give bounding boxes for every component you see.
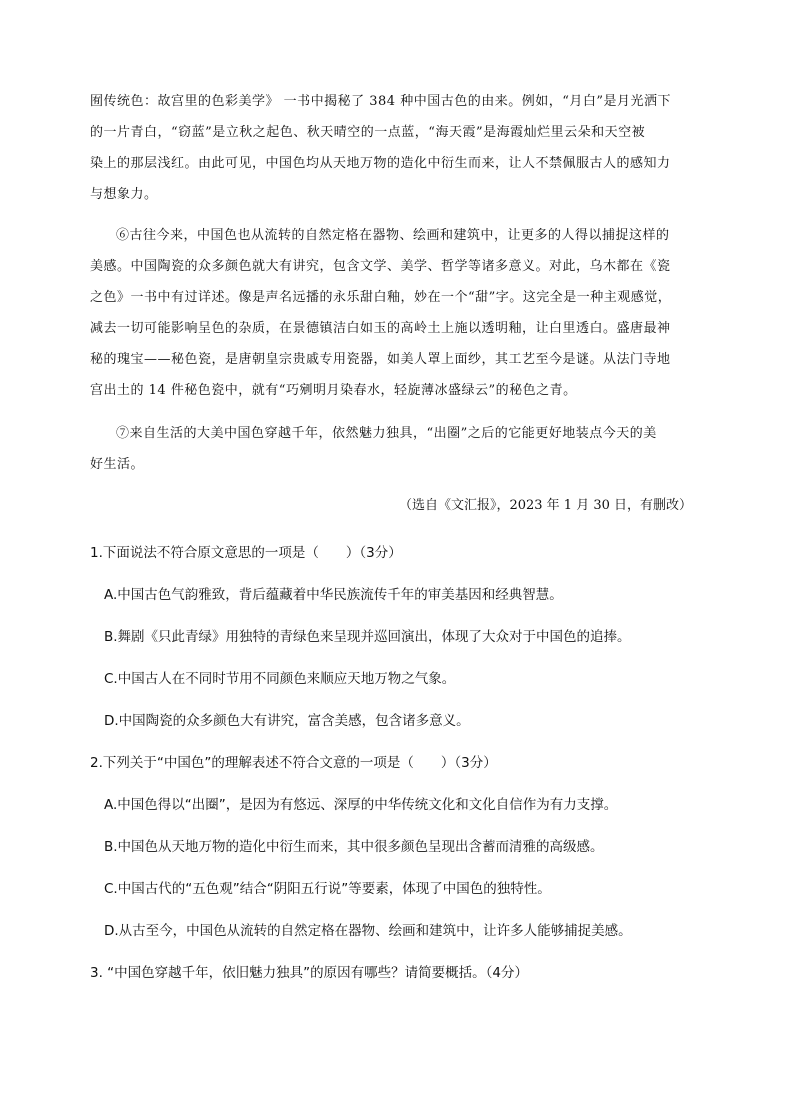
article-paragraph-5 xyxy=(90,86,696,210)
question-2-option-d: D.从古至今，中国色从流转的自然定格在器物、绘画和建筑中，让许多人能够捕捉美感。 xyxy=(104,923,632,939)
text-line: 好生活。 xyxy=(90,457,145,472)
text-line: 的一片青白，“窃蓝”是立秋之起色、秋天晴空的一点蓝，“海天霞”是海霞灿烂里云朵和天空被 xyxy=(90,125,646,140)
question-1-option-d: D.中国陶瓷的众多颜色大有讲究，富含美感，包含诸多意义。 xyxy=(104,713,470,729)
question-2-option-b: B.中国色从天地万物的造化中衍生而来，其中很多颜色呈现出含蓄而清雅的高级感。 xyxy=(104,839,604,855)
article-paragraph-7 xyxy=(90,418,696,480)
text-line: 秘的瑰宝——秘色瓷，是唐朝皇宗贵戚专用瓷器，如美人罩上面纱，其工艺至今是谜。从法门寺地 xyxy=(90,352,671,367)
question-1-option-b: B.舞剧《只此青绿》用独特的青绿色来呈现并巡回演出，体现了大众对于中国色的追捧。 xyxy=(104,629,631,645)
question-2-option-a: A.中国色得以“出圈”，是因为有悠远、深厚的中华传统文化和文化自信作为有力支撑。 xyxy=(104,797,618,813)
text-line: ⑦来自生活的大美中国色穿越千年，依然魅力独具，“出圈”之后的它能更好地装点今天的美 xyxy=(116,426,657,441)
question-3-stem: 3. “中国色穿越千年，依旧魅力独具”的原因有哪些？请简要概括。（4分） xyxy=(90,965,528,981)
article-paragraph-6 xyxy=(90,220,696,406)
text-line: ⑥古往今来，中国色也从流转的自然定格在器物、绘画和建筑中，让更多的人得以捕捉这样的 xyxy=(116,228,670,243)
article-source: （选自《文汇报》，2023 年 1 月 30 日，有删改） xyxy=(398,498,692,513)
text-line: 与想象力。 xyxy=(90,187,158,202)
question-2-stem: 2.下列关于“中国色”的理解表述不符合文意的一项是（ ）（3分） xyxy=(90,755,497,771)
text-line: 减去一切可能影响呈色的杂质，在景德镇洁白如玉的高岭土上施以透明釉，让白里透白。盛唐最神 xyxy=(90,321,671,336)
text-line: 染上的那层浅红。由此可见，中国色均从天地万物的造化中衍生而来，让人不禁佩服古人的感知力 xyxy=(90,156,671,171)
question-1-option-c: C.中国古人在不同时节用不同颜色来顺应天地万物之气象。 xyxy=(104,671,456,687)
question-2-option-c: C.中国古代的“五色观”结合“阴阳五行说”等要素，体现了中国色的独特性。 xyxy=(104,881,551,897)
question-1-stem: 1.下面说法不符合原文意思的一项是（ ）（3分） xyxy=(90,545,402,561)
text-line: 囿传统色：故宫里的色彩美学》 一书中揭秘了 384 种中国古色的由来。例如，“月白”是月光洒下 xyxy=(90,94,672,109)
question-1-option-a: A.中国古色气韵雅致，背后蕴藏着中华民族流传千年的审美基因和经典智慧。 xyxy=(104,587,563,603)
text-line: 之色》一书中有过详述。像是声名远播的永乐甜白釉，妙在一个“甜”字。这完全是一种主观感觉， xyxy=(90,290,672,305)
text-line: 宫出土的 14 件秘色瓷中，就有“巧剜明月染春水，轻旋薄冰盛绿云”的秘色之青。 xyxy=(90,383,577,398)
text-line: 美感。中国陶瓷的众多颜色就大有讲究，包含文学、美学、哲学等诸多意义。对此，乌木都在《瓷 xyxy=(90,259,671,274)
